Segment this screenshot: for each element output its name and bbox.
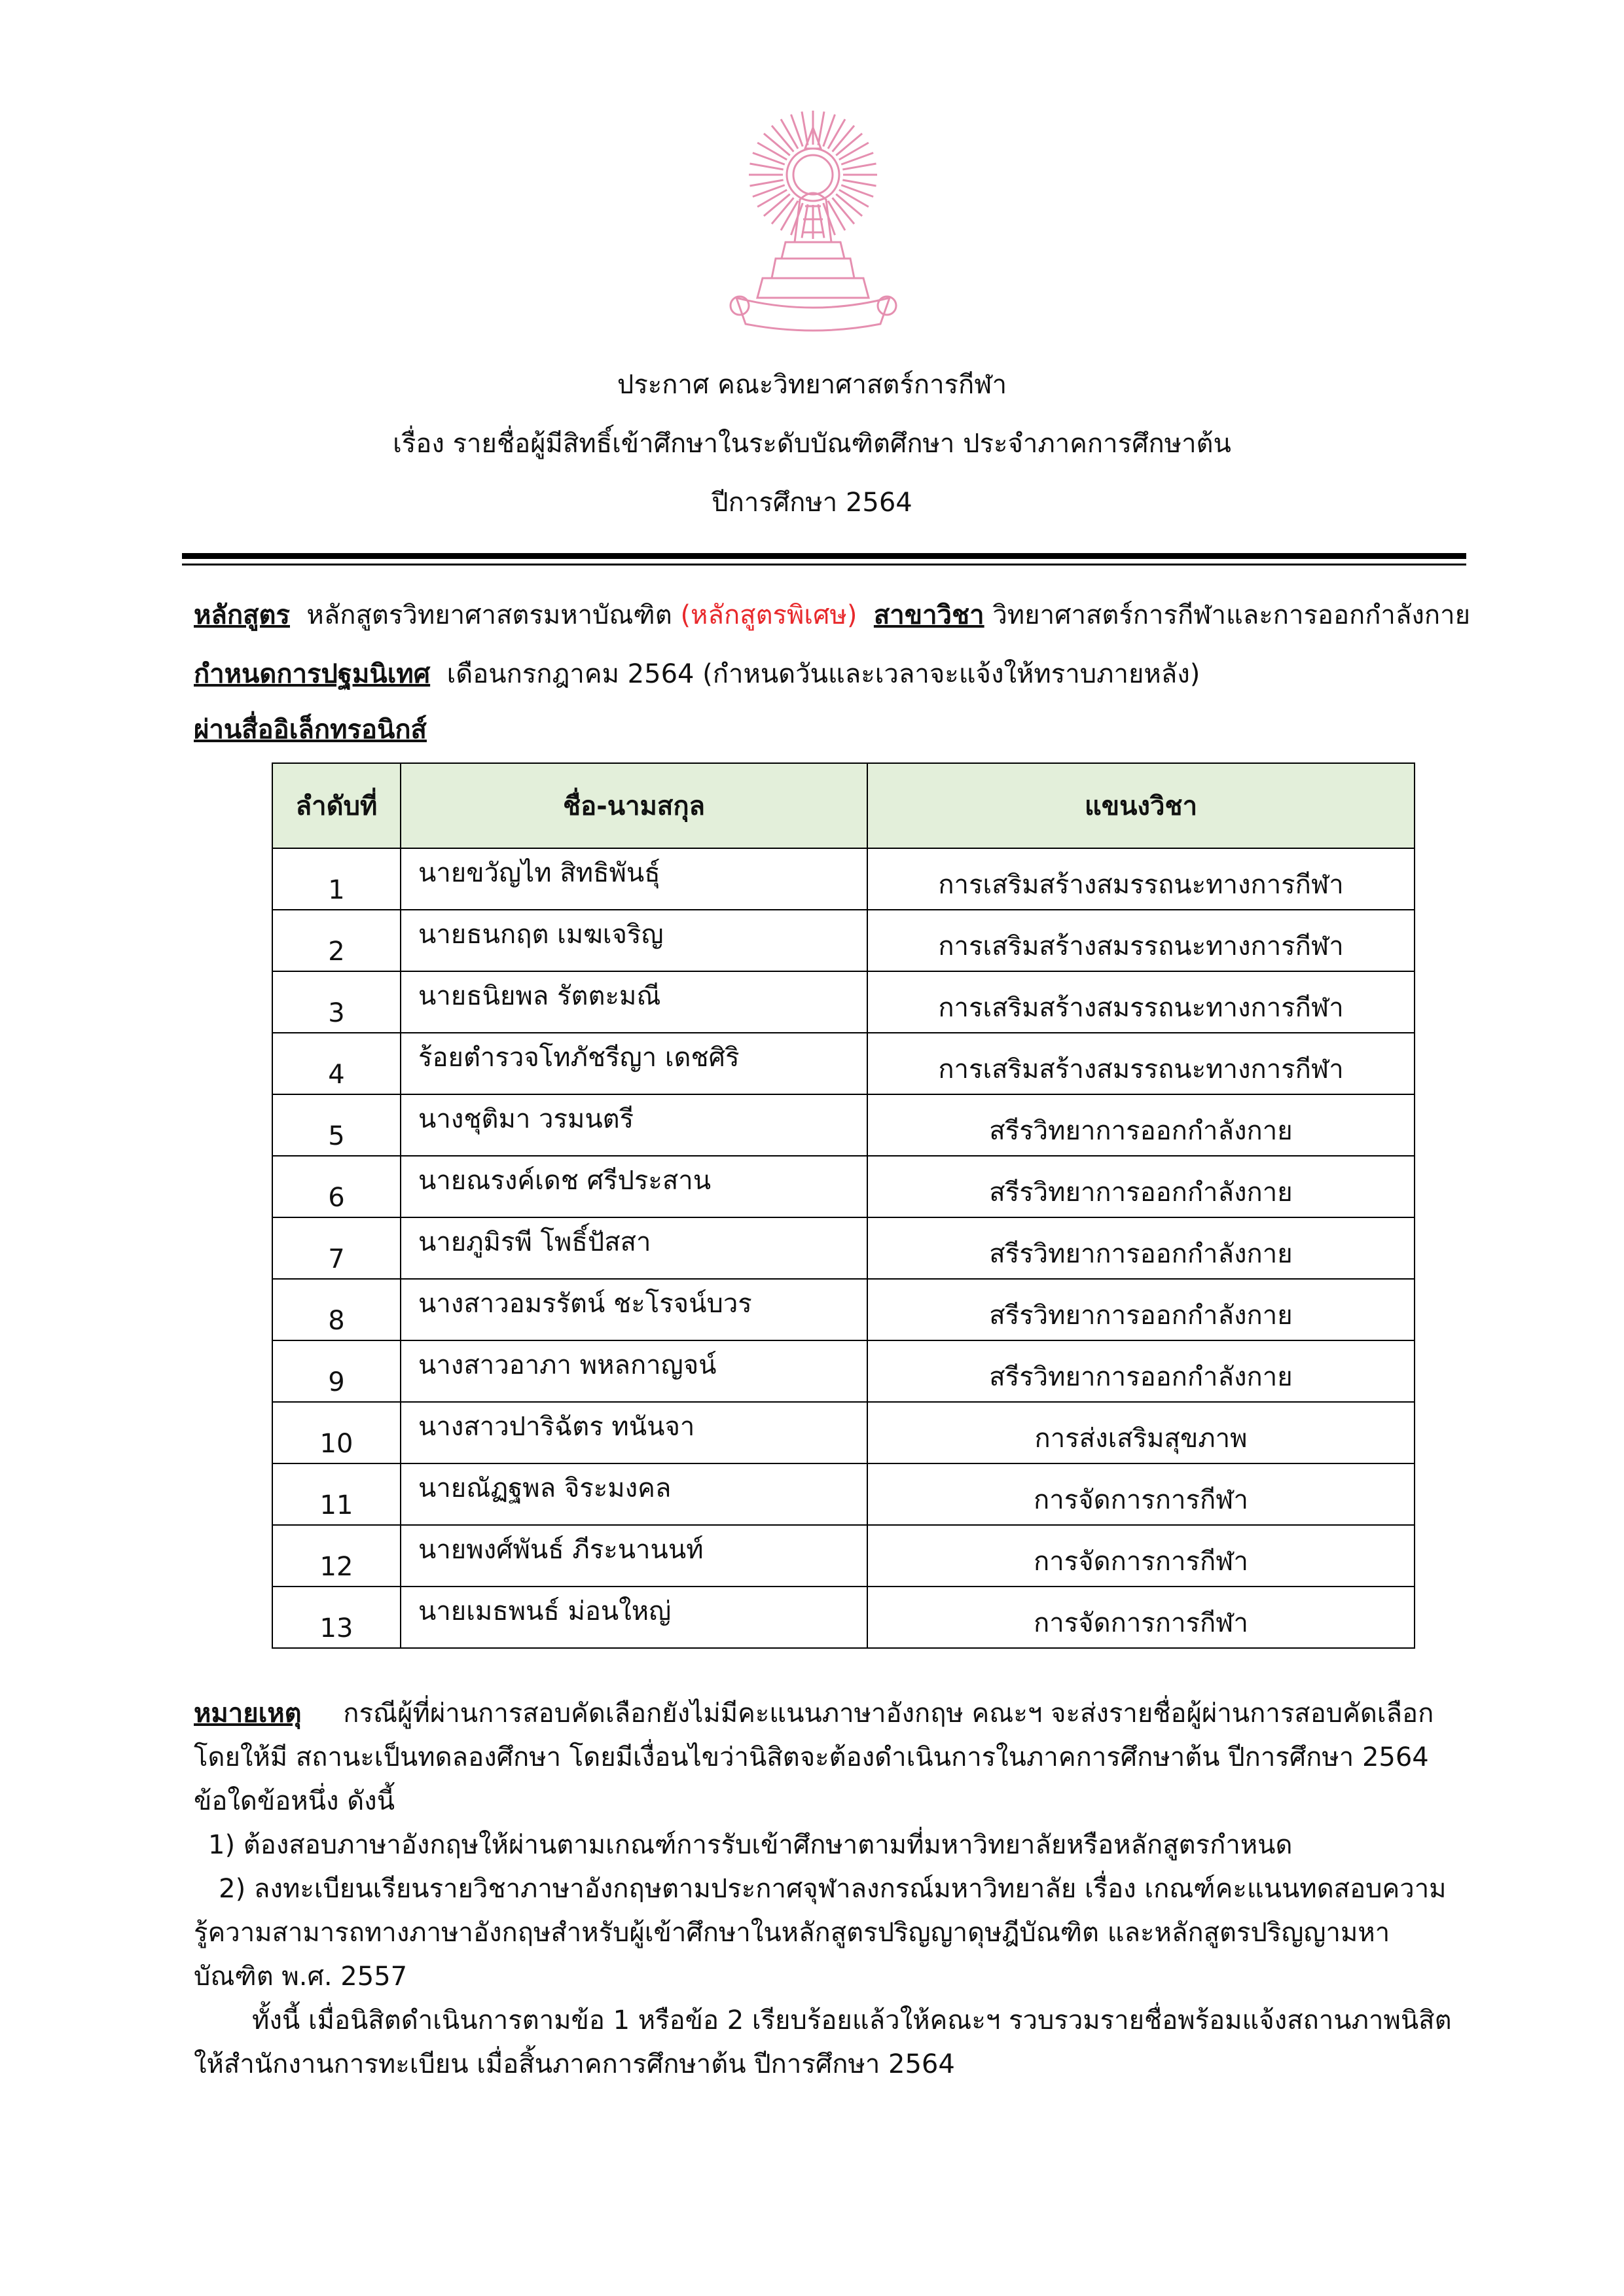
row-no: 12 bbox=[272, 1525, 401, 1587]
row-name: นางสาวอมรรัตน์ ชะโรจน์บวร bbox=[401, 1279, 867, 1340]
row-no: 8 bbox=[272, 1279, 401, 1340]
chulalongkorn-emblem-icon bbox=[723, 101, 903, 344]
row-no: 7 bbox=[272, 1217, 401, 1279]
row-no: 5 bbox=[272, 1094, 401, 1156]
header-no: ลำดับที่ bbox=[272, 763, 401, 848]
table-row bbox=[272, 1279, 1415, 1340]
program-name: หลักสูตรวิทยาศาสตรมหาบัณฑิต bbox=[306, 600, 672, 630]
row-dept: การจัดการการกีฬา bbox=[867, 1587, 1415, 1648]
header-divider-thin bbox=[182, 564, 1466, 565]
field-label: สาขาวิชา bbox=[873, 600, 984, 630]
notes-closing-text: ทั้งนี้ เมื่อนิสิตดำเนินการตามข้อ 1 หรือข้อ 2 เรียบร้อยแล้วให้คณะฯ รวบรวมรายชื่อพร้อมแจ้งสถานภาพนิสิตให้สำนักงานการทะเบียน เมื่อสิ้นภาคการศึกษาต้น ปีการศึกษา 2564 bbox=[194, 2005, 1452, 2079]
row-name: นายเมธพนธ์ ม่อนใหญ่ bbox=[401, 1587, 867, 1648]
orientation-label: กำหนดการปฐมนิเทศ bbox=[194, 659, 431, 689]
row-no: 6 bbox=[272, 1156, 401, 1217]
notes-label: หมายเหตุ bbox=[194, 1698, 302, 1729]
channel-line bbox=[194, 710, 427, 749]
notes-intro: กรณีผู้ที่ผ่านการสอบคัดเลือกยังไม่มีคะแนนภาษาอังกฤษ คณะฯ จะส่งรายชื่อผู้ผ่านการสอบคัดเลือก โดยให้มี สถานะเป็นทดลองศึกษา โดยมีเงื่อนไขว่านิสิตจะต้องดำเนินการในภาคการศึกษาต้น ปีการศึกษา 2564 ข้อใดข้อหนึ่ง ดังนี้ bbox=[194, 1698, 1434, 1816]
notes-intro-paragraph bbox=[194, 1692, 1457, 1823]
row-name: นางชุติมา วรมนตรี bbox=[401, 1094, 867, 1156]
row-no: 1 bbox=[272, 848, 401, 910]
table-row bbox=[272, 1525, 1415, 1587]
table-row bbox=[272, 1402, 1415, 1463]
notes-item-1: 1) ต้องสอบภาษาอังกฤษให้ผ่านตามเกณฑ์การรับเข้าศึกษาตามที่มหาวิทยาลัยหรือหลักสูตรกำหนด bbox=[208, 1830, 1293, 1860]
notes-item-2-text: 2) ลงทะเบียนเรียนรายวิชาภาษาอังกฤษตามประกาศจุฬาลงกรณ์มหาวิทยาลัย เรื่อง เกณฑ์คะแนนทดสอบความรู้ความสามารถทางภาษาอังกฤษสำหรับผู้เข้าศึกษาในหลักสูตรปริญญาดุษฎีบัณฑิต และหลักสูตรปริญญามหาบัณฑิต พ.ศ. 2557 bbox=[194, 1874, 1447, 1992]
table-row bbox=[272, 1094, 1415, 1156]
row-dept: การส่งเสริมสุขภาพ bbox=[867, 1402, 1415, 1463]
academic-year: ปีการศึกษา 2564 bbox=[712, 488, 912, 518]
row-no: 11 bbox=[272, 1463, 401, 1525]
field-name: วิทยาศาสตร์การกีฬาและการออกกำลังกาย bbox=[992, 600, 1471, 630]
row-no: 10 bbox=[272, 1402, 401, 1463]
row-name: นายภูมิรพี โพธิ์ปัสสา bbox=[401, 1217, 867, 1279]
row-name: นายธนกฤต เมฆเจริญ bbox=[401, 910, 867, 971]
row-no: 13 bbox=[272, 1587, 401, 1648]
program-special: (หลักสูตรพิเศษ) bbox=[680, 600, 857, 630]
row-dept: สรีรวิทยาการออกกำลังกาย bbox=[867, 1340, 1415, 1402]
table-row bbox=[272, 1033, 1415, 1094]
row-no: 3 bbox=[272, 971, 401, 1033]
row-dept: การจัดการการกีฬา bbox=[867, 1463, 1415, 1525]
row-name: นายพงศ์พันธ์ ภีระนานนท์ bbox=[401, 1525, 867, 1587]
table-row bbox=[272, 971, 1415, 1033]
table-row bbox=[272, 910, 1415, 971]
row-no: 9 bbox=[272, 1340, 401, 1402]
table-header-row bbox=[272, 763, 1415, 848]
program-line bbox=[194, 596, 1470, 635]
row-no: 2 bbox=[272, 910, 401, 971]
orientation-value: เดือนกรกฎาคม 2564 (กำหนดวันและเวลาจะแจ้งให้ทราบภายหลัง) bbox=[446, 659, 1200, 689]
row-no: 4 bbox=[272, 1033, 401, 1094]
header-name: ชื่อ-นามสกุล bbox=[401, 763, 867, 848]
table-row bbox=[272, 1156, 1415, 1217]
row-dept: การเสริมสร้างสมรรถนะทางการกีฬา bbox=[867, 1033, 1415, 1094]
table-row bbox=[272, 1340, 1415, 1402]
table-row bbox=[272, 1587, 1415, 1648]
header-dept: แขนงวิชา bbox=[867, 763, 1415, 848]
row-dept: การเสริมสร้างสมรรถนะทางการกีฬา bbox=[867, 971, 1415, 1033]
row-dept: การเสริมสร้างสมรรถนะทางการกีฬา bbox=[867, 848, 1415, 910]
table-row bbox=[272, 1217, 1415, 1279]
orientation-channel: ผ่านสื่ออิเล็กทรอนิกส์ bbox=[194, 715, 427, 745]
row-dept: สรีรวิทยาการออกกำลังกาย bbox=[867, 1279, 1415, 1340]
row-name: นายณัฏฐพล จิระมงคล bbox=[401, 1463, 867, 1525]
row-name: นางสาวอาภา พหลกาญจน์ bbox=[401, 1340, 867, 1402]
admitted-students-table bbox=[272, 762, 1415, 1649]
row-name: นางสาวปาริฉัตร ทนันจา bbox=[401, 1402, 867, 1463]
row-dept: สรีรวิทยาการออกกำลังกาย bbox=[867, 1217, 1415, 1279]
table-row bbox=[272, 1463, 1415, 1525]
row-dept: สรีรวิทยาการออกกำลังกาย bbox=[867, 1156, 1415, 1217]
row-name: นายขวัญไท สิทธิพันธุ์ bbox=[401, 848, 867, 910]
row-name: ร้อยตำรวจโทภัชรีญา เดชศิริ bbox=[401, 1033, 867, 1094]
row-name: นายธนิยพล รัตตะมณี bbox=[401, 971, 867, 1033]
table-row bbox=[272, 848, 1415, 910]
row-dept: สรีรวิทยาการออกกำลังกาย bbox=[867, 1094, 1415, 1156]
header-divider-thick bbox=[182, 553, 1466, 559]
announcement-title: ประกาศ คณะวิทยาศาสตร์การกีฬา bbox=[617, 370, 1007, 400]
announcement-subject: เรื่อง รายชื่อผู้มีสิทธิ์เข้าศึกษาในระดับบัณฑิตศึกษา ประจำภาคการศึกษาต้น bbox=[393, 429, 1231, 459]
notes-item-2 bbox=[194, 1867, 1457, 1999]
orientation-line bbox=[194, 655, 1200, 694]
row-dept: การเสริมสร้างสมรรถนะทางการกีฬา bbox=[867, 910, 1415, 971]
program-label: หลักสูตร bbox=[194, 600, 290, 630]
row-name: นายณรงค์เดช ศรีประสาน bbox=[401, 1156, 867, 1217]
row-dept: การจัดการการกีฬา bbox=[867, 1525, 1415, 1587]
notes-section bbox=[194, 1692, 1457, 2087]
notes-closing bbox=[194, 1999, 1457, 2087]
